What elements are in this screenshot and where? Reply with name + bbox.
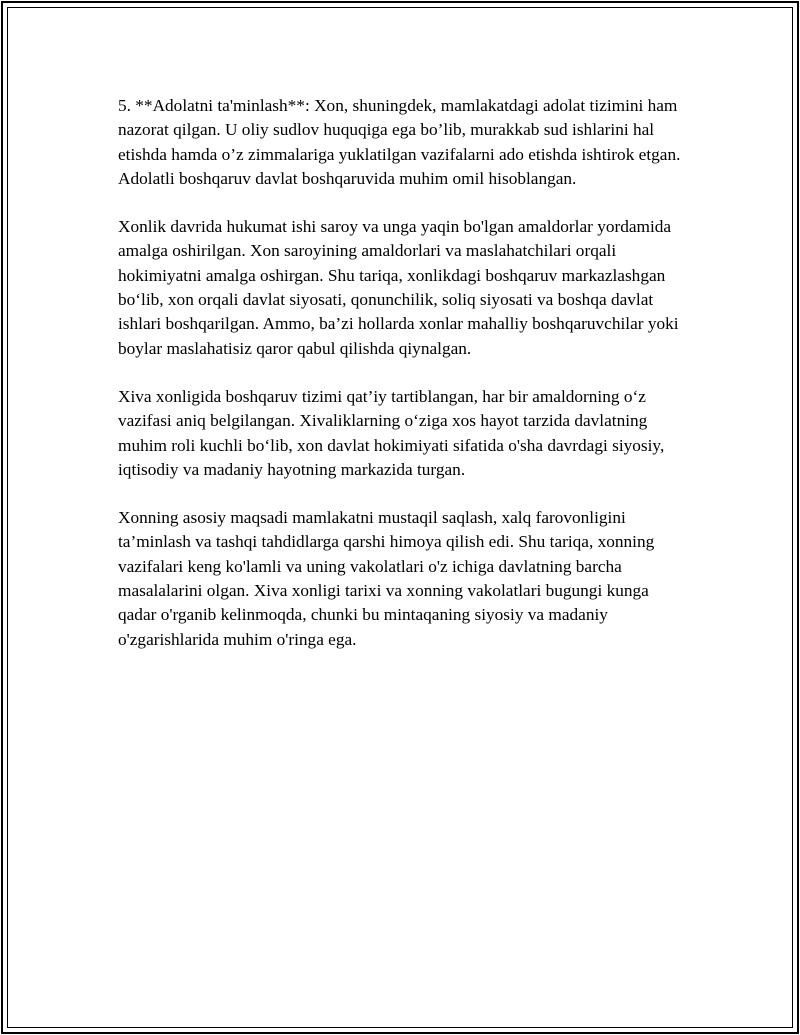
- paragraph-adolat: 5. **Adolatni ta'minlash**: Xon, shuningdek, mamlakatdagi adolat tizimini ham nazorat qilgan. U oliy sudlov huquqiga ega bo’lib, murakkab sud ishlarini hal etishda hamda o’z zimmalariga yuklatilgan vazifalarni ado etishda ishtirok etgan. Adolatli boshqaruv davlat boshqaruvida muhim omil hisoblangan.: [118, 96, 681, 188]
- paragraph-asosiy-maqsad: Xonning asosiy maqsadi mamlakatni mustaqil saqlash, xalq farovonligini ta’minlash va tashqi tahdidlarga qarshi himoya qilish edi. Shu tariqa, xonning vazifalari keng ko'lamli va uning vakolatlari o'z ichiga davlatning barcha masalalarini olgan. Xiva xonligi tarixi va xonning vakolatlari bugungi kunga qadar o'rganib kelinmoqda, chunki bu mintaqaning siyosiy va madaniy o'zgarishlarida muhim o'ringa ega.: [118, 508, 655, 649]
- paragraph-boshqaruv-tizimi: Xiva xonligida boshqaruv tizimi qat’iy tartiblangan, har bir amaldorning o‘z vazifasi aniq belgilangan. Xivaliklarning o‘ziga xos hayot tarzida davlatning muhim roli kuchli bo‘lib, xon davlat hokimiyati sifatida o'sha davrdagi siyosiy, iqtisodiy va madaniy hayotning markazida turgan.: [118, 386, 665, 479]
- document-body: [118, 94, 688, 676]
- paragraph-xonlik-davri: Xonlik davrida hukumat ishi saroy va unga yaqin bo'lgan amaldorlar yordamida amalga oshirilgan. Xon saroyining amaldorlari va maslahatchilari orqali hokimiyatni amalga oshirgan. Shu tariqa, xonlikdagi boshqaruv markazlashgan bo‘lib, xon orqali davlat siyosati, qonunchilik, soliq siyosati va boshqa davlat ishlari boshqarilgan. Ammo, ba’zi hollarda xonlar mahalliy boshqaruvchilar yoki boylar maslahatisiz qaror qabul qilishda qiynalgan.: [118, 217, 679, 358]
